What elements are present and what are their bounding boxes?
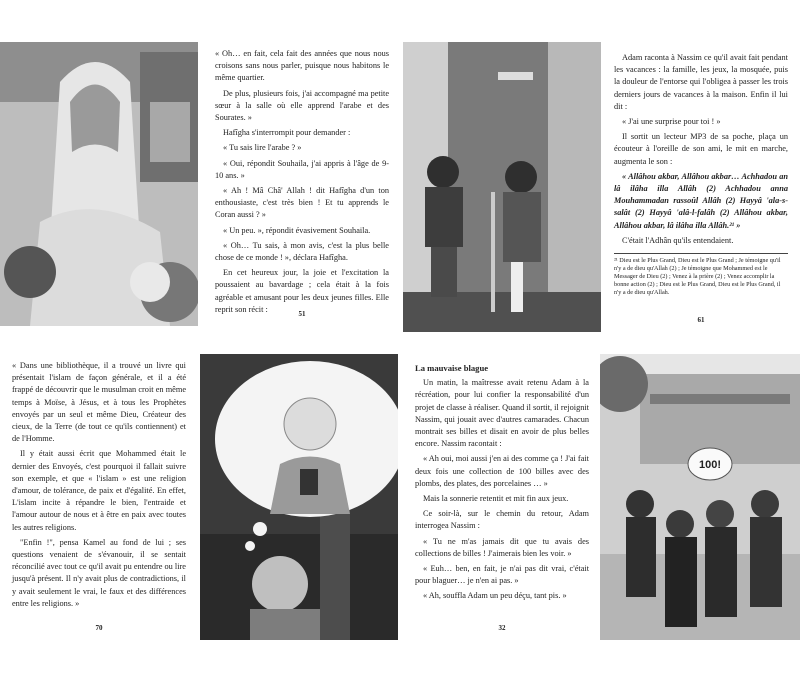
speech-bubble [699,459,721,471]
paragraph: De plus, plusieurs fois, j'ai accompagné ma petite sœur à la salle où elle apprend l'arabe et des Sourates. » [215,88,389,123]
illustration-thought-bubble [200,354,398,640]
paragraph: Mais la sonnerie retentit et mit fin aux jeux. [423,494,569,504]
page-61 [602,42,800,332]
paragraph: « Un peu. », répondit évasivement Souhaila. [223,225,371,235]
page-70 [0,354,198,640]
page-number: 51 [298,309,306,318]
paragraph: « J'ai une surprise pour toi ! » [622,117,721,127]
paragraph: « Ah, souffla Adam un peu déçu, tant pis. » [423,591,567,601]
page-number: 61 [697,315,705,324]
paragraph: Adam raconta à Nassim ce qu'il avait fait pendant les vacances : la famille, les jeux, la mosquée, puis la douleur de l'entorse qui l'obligea à passer les trois derniers jours de vacances à la maison. Enfin il lui dit : [614,53,788,111]
paragraph: « Oh… Tu sais, à mon avis, c'est la plus belle chose de ce monde ! », déclara Hafîgha. [215,240,389,263]
paragraph: "Enfin !", pensa Kamel au fond de lui ; ses questions venaient de s'évanouir, il se sentait réconcilié avec tout ce qu'il avait pu entendre ou lire jusqu'à présent. Il n'y avait plus de contradictions, il y avait seulement le vrai, le faux et des différences entre les religions. » [12,537,186,608]
chapter-heading: La mauvaise blague [415,363,489,373]
paragraph: « Ah ! Mâ Châ' Allah ! dit Hafîgha d'un ton enthousiaste, c'est très bien ! Et tu apprends le Coran aussi ? » [215,186,389,220]
paragraph: Hafîgha s'interrompit pour demander : [223,128,351,138]
page-32 [403,354,601,640]
bubble-text: 100! [698,459,722,471]
footnote: ²¹ Dieu est le Plus Grand, Dieu est le Plus Grand ; Je témoigne qu'il n'y a de dieu qu'Allah (2) ; Je témoigne que Mohammed est le Messager de Dieu (2) ; Venez à la prière (2) ; Venez accomplir la bonne action (2) ; Dieu est le Plus Grand, Dieu est le Plus Grand, il n'y a de dieu qu'Allah. [614,253,788,297]
paragraph: Ce soir-là, sur le chemin du retour, Adam interrogea Nassim : [415,509,589,531]
paragraph: « Dans une bibliothèque, il a trouvé un livre qui présentait l'islam de façon générale, et il a été frappé de découvrir que le musulman croit en même temps à Moïse, à Jésus, et à tous les Prophètes envoyés par un seul et même Dieu, Créateur des cieux, de la Terre (de tout ce qu'ils contiennent) et de l'Homme. [12,361,186,444]
illustration-boys-door [403,42,601,332]
page-51 [203,42,401,326]
page-number: 70 [95,623,103,632]
paragraph: Un matin, la maîtresse avait retenu Adam à la récréation, pour lui confier la responsabilité d'un projet de classe à réaliser. Quand il sortit, il rejoignit Nassim, qui jouait avec d'autres camarades. Chacun montrait ses billes et disait en avoir de plus belles encore. Nassim racontait : [415,378,589,449]
paragraph: « Euh… ben, en fait, je n'ai pas dit vrai, c'était pour blaguer… je n'en ai pas. » [415,564,589,586]
paragraph: En cet heureux jour, la joie et l'excitation la poussaient au bavardage ; cela était à la fois agréable et amusant pour les deux jeunes filles. Elle reprit son récit : [215,268,389,314]
paragraph: « Oh… en fait, cela fait des années que nous nous croisons sans nous parler, puisque nous habitons le même quartier. [215,49,389,83]
illustration-bride-girls [0,42,198,326]
paragraph: Il sortit un lecteur MP3 de sa poche, plaça un écouteur à l'oreille de son ami, le mit en marche, augmenta le son : [614,132,788,166]
page-number: 32 [498,623,506,632]
paragraph: « Tu ne m'as jamais dit que tu avais des collections de billes ! J'aimerais bien les voir. » [415,536,589,558]
paragraph: Il y était aussi écrit que Mohammed était le dernier des Envoyés, c'est pourquoi il fallait suivre son exemple, et que « l'islam » est une religion d'amour, de tolérance, de paix et d'égalité. En effet, L'islam incite à répandre le bien, l'entraide et l'amour autour de nous et à être en paix avec toutes les autres religions. [12,449,186,532]
paragraph: C'était l'Adhân qu'ils entendaient. [622,235,734,245]
illustration-schoolyard [600,354,800,640]
paragraph: « Ah oui, moi aussi j'en ai des comme ça ! J'ai fait deux fois une collection de 100 billes avec des plombs, des plates, des porcelaines … » [415,454,589,488]
paragraph: « Tu sais lire l'arabe ? » [223,143,302,153]
adhan-text: « Allâhou akbar, Allâhou akbar… Achhadou an lâ ilâha illa Allâh (2) Achhadou anna Mouhammadan rassoûl Allâh (2) Hayyâ 'ala-s-salât (2) Hayyâ 'alâ-l-falâh (2) Allâhou akbar, Allâhou akbar, lâ ilâha illa Allâh.²¹ » [614,171,788,230]
paragraph: « Oui, répondit Souhaila, j'ai appris à l'âge de 9-10 ans. » [215,158,389,180]
